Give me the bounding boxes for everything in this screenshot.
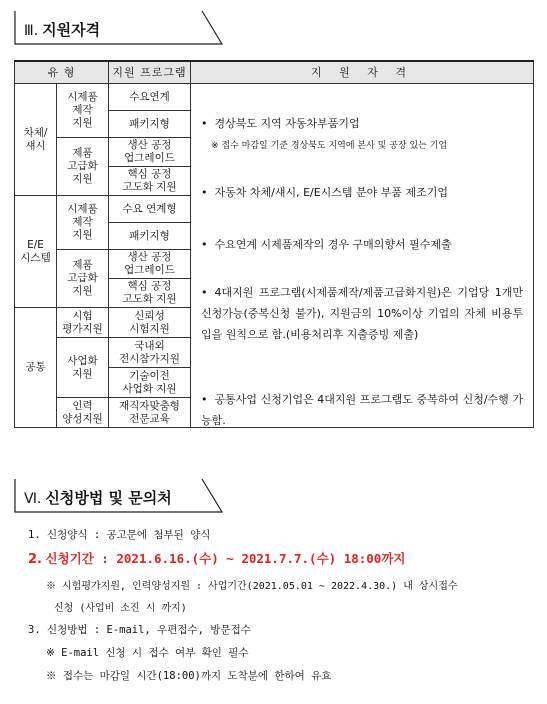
eligibility-table xyxy=(14,60,534,428)
subtype-label: 시제품 제작 지원 xyxy=(57,84,109,138)
qual-item-common: • 공통사업 신청기업은 4대지원 프로그램도 중복하여 신청/수행 가능함. xyxy=(201,393,523,427)
section-3-header xyxy=(14,10,224,46)
section-3-title-text: 지원자격 xyxy=(42,21,101,39)
program-cell: 패키지형 xyxy=(109,223,191,250)
program-cell: 수요 연계형 xyxy=(109,196,191,223)
subtype-label: 사업화 지원 xyxy=(57,338,109,398)
program-cell: 재직자맞춤형 전문교육 xyxy=(109,398,191,428)
list-note-deadline: ※ 접수는 마감일 시간(18:00)까지 도착분에 한하여 유효 xyxy=(46,670,332,682)
list-item-form: 1. 신청양식 : 공고문에 첨부된 양식 xyxy=(28,529,211,541)
list-item-period: 2. 신청기간 : 2021.6.16.(수) ~ 2021.7.7.(수) 18:00까지 xyxy=(28,551,406,567)
program-cell: 기술이전 사업화 지원 xyxy=(109,368,191,398)
qual-item-four-programs: • 4대지원 프로그램(시제품제작/제품고급화지원)은 기업당 1개만 신청가능(중복신청 불가), 지원금의 10%이상 기업의 자체 비용투입을 원칙으로 함.(비용처리후 지출증빙 제출) xyxy=(201,286,523,341)
header-qualification: 지 원 자 격 xyxy=(191,61,534,84)
program-cell: 생산 공정 업그레이드 xyxy=(109,250,191,279)
list-note-email: ※ E-mail 신청 시 접수 여부 확인 필수 xyxy=(46,647,249,659)
list-item-method: 3. 신청방법 : E-mail, 우편접수, 방문접수 xyxy=(28,624,251,636)
section-6-number: Ⅵ. xyxy=(24,491,42,507)
subtype-label: 제품 고급화 지원 xyxy=(57,250,109,308)
section-6-title xyxy=(24,487,172,508)
subtype-label: 인력 양성지원 xyxy=(57,398,109,428)
qualification-cell xyxy=(191,84,534,428)
type-group-label: E/E 시스템 xyxy=(15,196,57,308)
list-note-always-open: ※ 시험평가지원, 인력양성지원 : 사업기간(2021.05.01 ~ 2022.4.30.) 내 상시접수 xyxy=(46,581,458,592)
program-cell: 패키지형 xyxy=(109,111,191,138)
program-cell: 핵심 공정 고도화 지원 xyxy=(109,167,191,196)
qual-item-field: • 자동차 차체/섀시, E/E시스템 분야 부품 제조기업 xyxy=(201,186,449,199)
program-cell: 핵심 공정 고도화 지원 xyxy=(109,279,191,308)
type-group-label: 차체/ 섀시 xyxy=(15,84,57,196)
program-cell: 수요연계 xyxy=(109,84,191,111)
program-cell: 신뢰성 시험지원 xyxy=(109,308,191,338)
list-note-budget: 신청 (사업비 소진 시 까지) xyxy=(54,603,187,614)
type-group-label: 공통 xyxy=(15,308,57,428)
subtype-label: 시제품 제작 지원 xyxy=(57,196,109,250)
header-type: 유 형 xyxy=(15,61,109,84)
subtype-label: 시험 평가지원 xyxy=(57,308,109,338)
section-3-number: Ⅲ. xyxy=(24,23,39,39)
section-3-title xyxy=(24,19,100,40)
section-6-title-text: 신청방법 및 문의처 xyxy=(45,489,172,507)
qual-item-region: • 경상북도 지역 자동차부품기업 xyxy=(201,117,360,130)
qual-note-region: ※ 접수 마감일 기준 경상북도 지역에 본사 및 공장 있는 기업 xyxy=(211,141,448,151)
qual-item-purchase: • 수요연계 시제품제작의 경우 구매의향서 필수제출 xyxy=(201,238,452,251)
header-program: 지원 프로그램 xyxy=(109,61,191,84)
section-6-header xyxy=(14,478,224,514)
program-cell: 국내외 전시참가지원 xyxy=(109,338,191,368)
subtype-label: 제품 고급화 지원 xyxy=(57,138,109,196)
program-cell: 생산 공정 업그레이드 xyxy=(109,138,191,167)
